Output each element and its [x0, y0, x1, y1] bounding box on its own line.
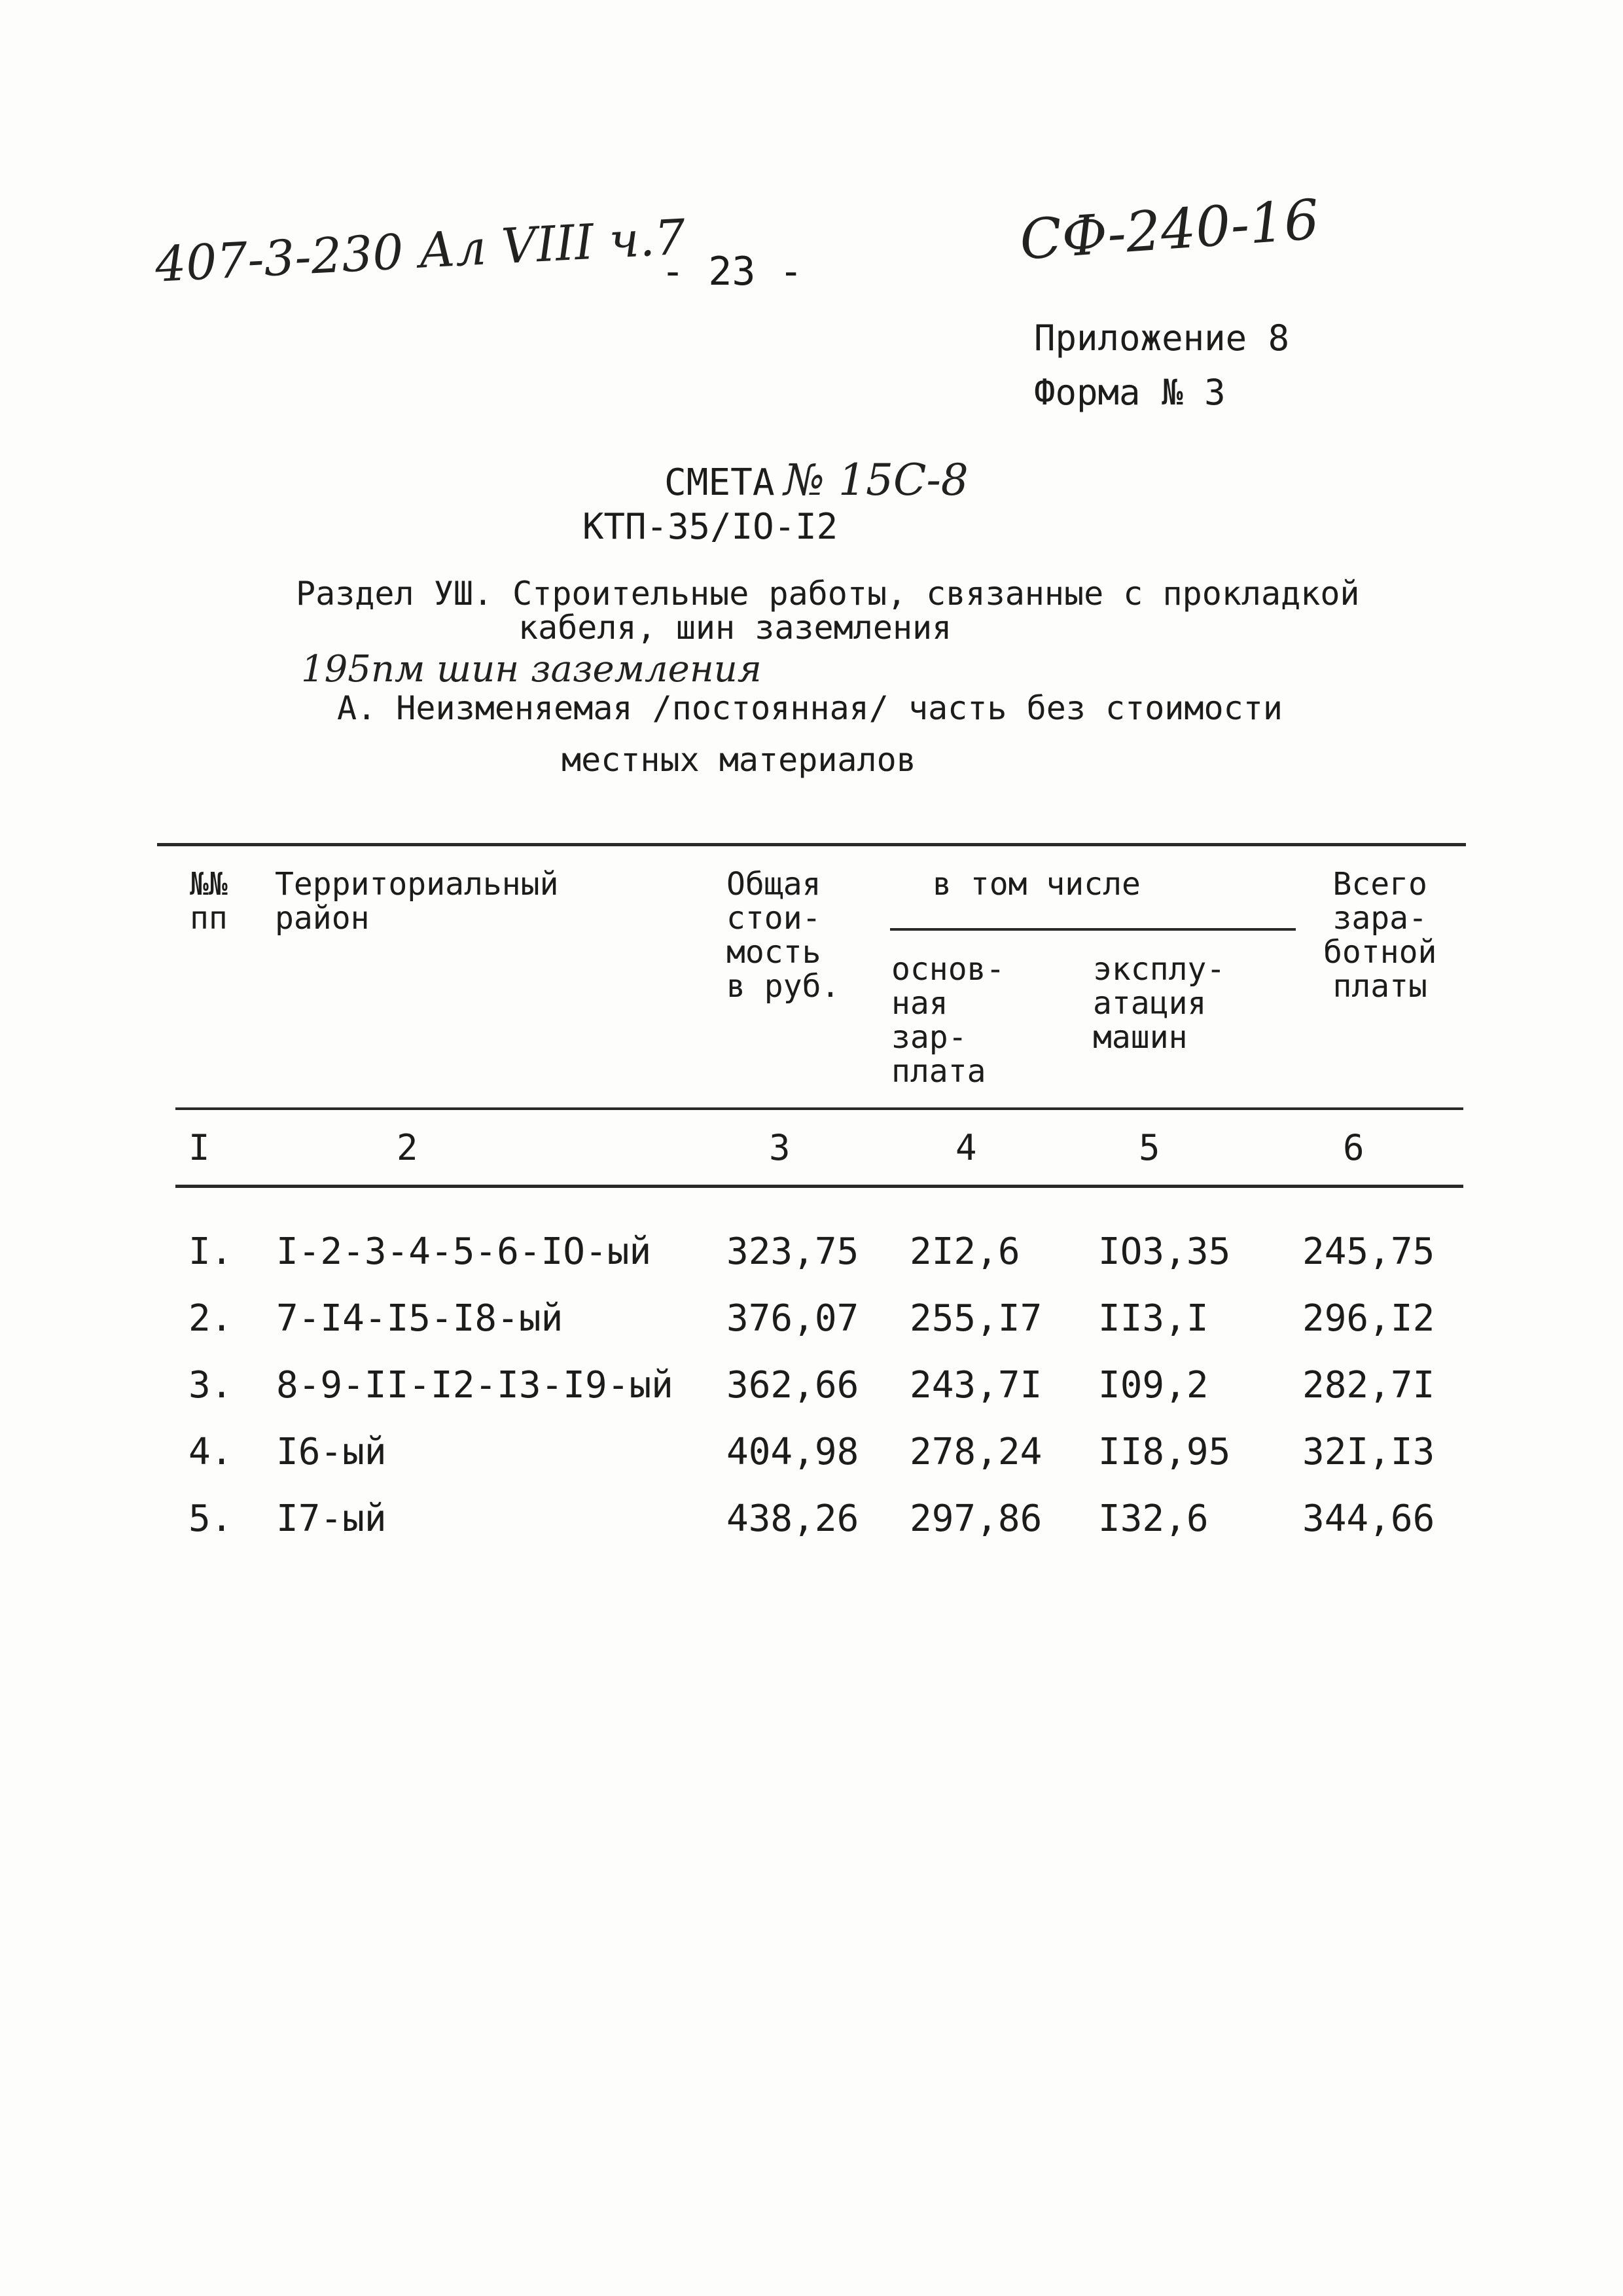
header-col-base-salary: основ- ная зар- плата	[891, 951, 1005, 1090]
table-row-salary: 243,7I	[910, 1364, 1043, 1407]
header-bottom-rule	[175, 1107, 1463, 1110]
handwritten-note: 195пм шин заземления	[301, 648, 762, 691]
column-number: I	[188, 1127, 210, 1168]
table-row-region: 7-I4-I5-I8-ый	[276, 1297, 563, 1340]
header-group-including: в том числе	[933, 866, 1141, 903]
subheader-rule	[890, 928, 1296, 931]
table-row-salary: 278,24	[910, 1431, 1043, 1473]
table-row-machines: I09,2	[1098, 1364, 1209, 1407]
estimate-title	[664, 455, 969, 505]
form-number: Форма № 3	[1034, 372, 1226, 413]
column-number: 5	[1139, 1127, 1160, 1168]
table-row-region: I6-ый	[276, 1431, 387, 1473]
part-a-heading-line2: местных материалов	[562, 741, 916, 779]
table-row-total-salary: 296,I2	[1302, 1297, 1435, 1340]
table-row-region: 8-9-II-I2-I3-I9-ый	[276, 1364, 673, 1407]
page-number: - 23 -	[661, 249, 803, 295]
column-number: 6	[1343, 1127, 1364, 1168]
header-col-number: №№ пп	[190, 866, 228, 937]
part-a-heading-line1: А. Неизменяемая /постоянная/ часть без стоимости	[337, 689, 1283, 727]
table-top-rule	[157, 843, 1466, 846]
table-row-region: I7-ый	[276, 1498, 387, 1540]
column-numbers-rule	[175, 1185, 1463, 1188]
section-heading-line1: Раздел УШ. Строительные работы, связанные с прокладкой	[296, 575, 1360, 613]
object-code: КТП-35/IO-I2	[582, 506, 838, 547]
document-code-handwritten: 407-3-230 Ал VIII ч.7	[154, 209, 687, 293]
estimate-title-label: СМЕТА	[664, 461, 775, 504]
table-row-total: 376,07	[726, 1297, 859, 1340]
table-row-total: 438,26	[726, 1498, 859, 1540]
table-row-machines: I32,6	[1098, 1498, 1209, 1540]
estimate-number-handwritten: № 15С-8	[783, 455, 969, 505]
table-row-region: I-2-3-4-5-6-IO-ый	[276, 1230, 652, 1273]
table-row-machines: II3,I	[1098, 1297, 1209, 1340]
table-row-total-salary: 344,66	[1302, 1498, 1435, 1540]
table-row-index: 5.	[188, 1498, 233, 1540]
table-row-machines: II8,95	[1098, 1431, 1231, 1473]
table-row-salary: 297,86	[910, 1498, 1043, 1540]
table-row-index: 2.	[188, 1297, 233, 1340]
table-row-total-salary: 245,75	[1302, 1230, 1435, 1273]
appendix-label: Приложение 8	[1034, 317, 1290, 359]
column-number: 4	[955, 1127, 977, 1168]
column-number: 2	[397, 1127, 418, 1168]
table-row-index: 3.	[188, 1364, 233, 1407]
header-col-total-salary: Всего зара- ботной платы	[1323, 866, 1437, 1005]
table-row-total-salary: 32I,I3	[1302, 1431, 1435, 1473]
section-heading-line2: кабеля, шин заземления	[518, 609, 952, 647]
table-row-index: I.	[188, 1230, 233, 1273]
table-row-total: 404,98	[726, 1431, 859, 1473]
table-row-index: 4.	[188, 1431, 233, 1473]
header-col-total: Общая стои- мость в руб.	[726, 866, 840, 1005]
table-row-total: 323,75	[726, 1230, 859, 1273]
table-row-total: 362,66	[726, 1364, 859, 1407]
header-col-machines: эксплу- атация машин	[1093, 951, 1226, 1056]
header-col-region: Территориальный район	[275, 866, 559, 937]
table-row-machines: IO3,35	[1098, 1230, 1231, 1273]
table-row-total-salary: 282,7I	[1302, 1364, 1435, 1407]
archive-code-handwritten: СФ-240-16	[1018, 187, 1321, 272]
table-row-salary: 255,I7	[910, 1297, 1043, 1340]
table-row-salary: 2I2,6	[910, 1230, 1020, 1273]
column-number: 3	[769, 1127, 791, 1168]
